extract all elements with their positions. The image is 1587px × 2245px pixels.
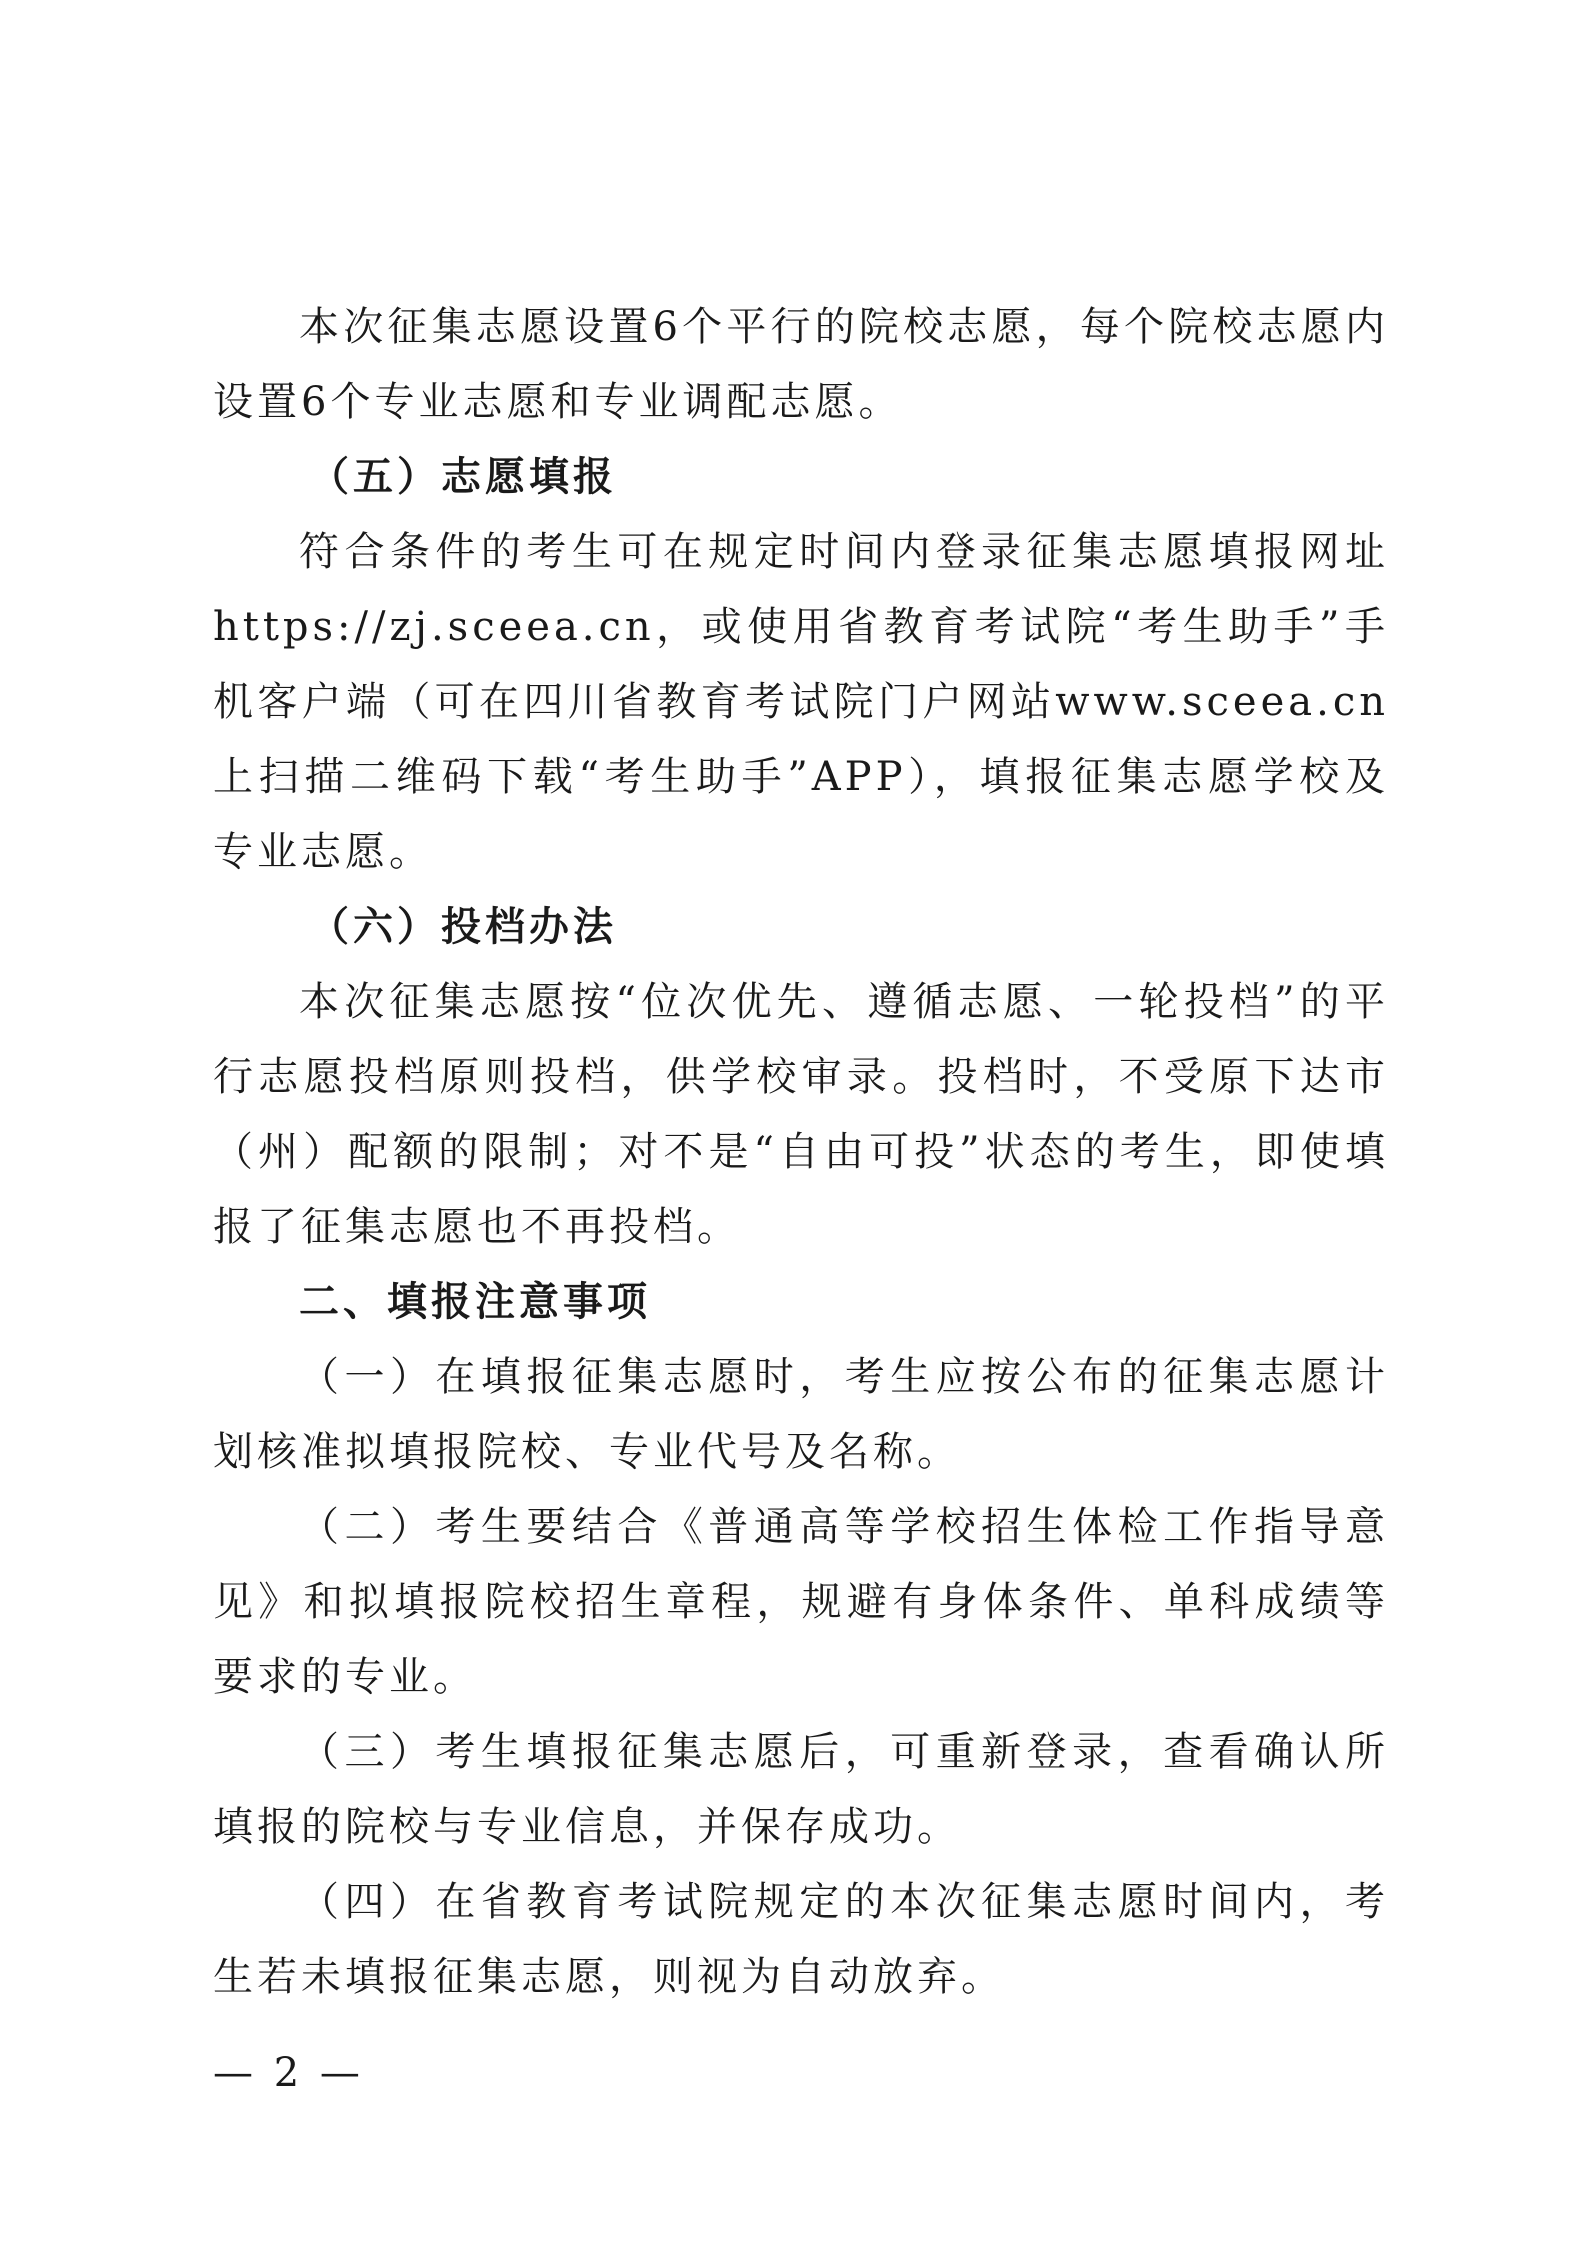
paragraph-note-3: （三）考生填报征集志愿后，可重新登录，查看确认所填报的院校与专业信息，并保存成功。: [213, 1729, 1389, 1850]
document-body: [213, 290, 1389, 2015]
paragraph-admission-rules: 本次征集志愿按“位次优先、遵循志愿、一轮投档”的平行志愿投档原则投档，供学校审录。投档时，不受原下达市（州）配额的限制；对不是“自由可投”状态的考生，即使填报了征集志愿也不再投档。: [213, 979, 1389, 1250]
paragraph-note-4: （四）在省教育考试院规定的本次征集志愿时间内，考生若未填报征集志愿，则视为自动放弃。: [213, 1879, 1389, 2000]
page-number: — 2 —: [213, 2050, 364, 2096]
paragraph-filling-method: 符合条件的考生可在规定时间内登录征集志愿填报网址https://zj.sceea.cn，或使用省教育考试院“考生助手”手机客户端（可在四川省教育考试院门户网站www.sceea.cn上扫描二维码下载“考生助手”APP），填报征集志愿学校及专业志愿。: [213, 529, 1389, 875]
paragraph-note-1: （一）在填报征集志愿时，考生应按公布的征集志愿计划核准拟填报院校、专业代号及名称。: [213, 1354, 1389, 1475]
heading-filling-notes: 二、填报注意事项: [299, 1279, 651, 1325]
paragraph-note-2: （二）考生要结合《普通高等学校招生体检工作指导意见》和拟填报院校招生章程，规避有身体条件、单科成绩等要求的专业。: [213, 1504, 1389, 1700]
paragraph-volunteer-settings: 本次征集志愿设置6个平行的院校志愿，每个院校志愿内设置6个专业志愿和专业调配志愿。: [213, 304, 1389, 425]
subheading-volunteer-filling: （五）志愿填报: [309, 454, 617, 500]
subheading-admission-method: （六）投档办法: [309, 904, 617, 950]
